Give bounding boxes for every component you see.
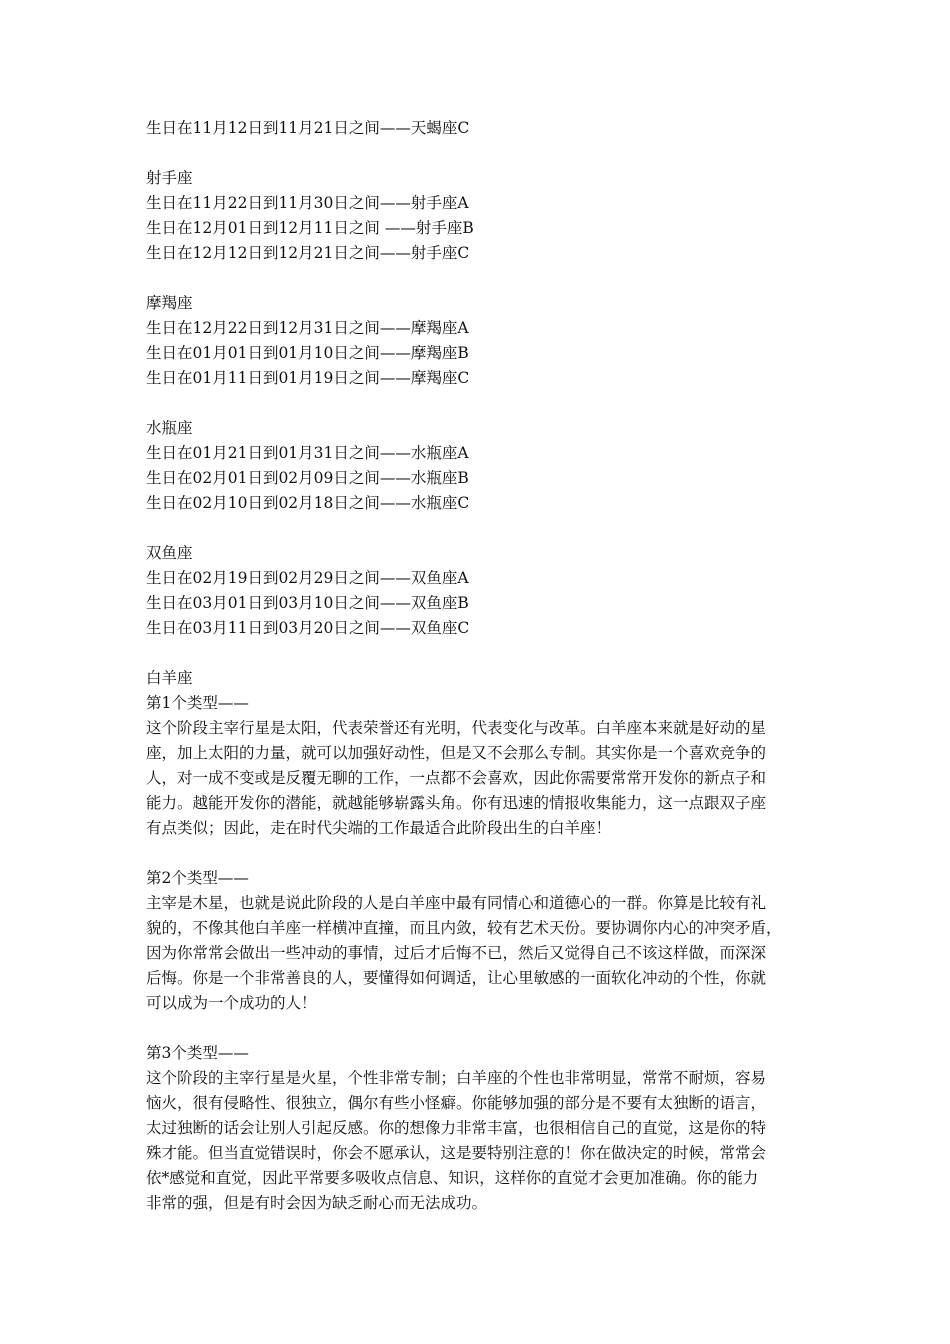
aquarius-a-line: 生日在01月21日到01月31日之间——水瓶座A [146, 444, 469, 462]
capricorn-heading: 摩羯座 [146, 294, 193, 312]
aquarius-heading: 水瓶座 [146, 419, 193, 437]
pisces-b-line: 生日在03月01日到03月10日之间——双鱼座B [146, 594, 469, 612]
document-body [146, 116, 818, 1216]
spacer [146, 266, 818, 291]
aries-type2-text-line: 主宰是木星，也就是说此阶段的人是白羊座中最有同情心和道德心的一群。你算是比较有礼 [146, 894, 767, 912]
aries-type1-text-line: 能力。越能开发你的潜能，就越能够崭露头角。你有迅速的情报收集能力，这一点跟双子座 [146, 794, 767, 812]
aries-type2-text-line: 后悔。你是一个非常善良的人，要懂得如何调适，让心里敏感的一面软化冲动的个性，你就 [146, 969, 767, 987]
spacer [146, 1016, 818, 1041]
pisces-c-line: 生日在03月11日到03月20日之间——双鱼座C [146, 619, 470, 637]
aries-type3-text-line: 太过独断的话会让别人引起反感。你的想像力非常丰富，也很相信自己的直觉，这是你的特 [146, 1119, 767, 1137]
sagittarius-a-line: 生日在11月22日到11月30日之间——射手座A [146, 194, 469, 212]
capricorn-b-line: 生日在01月01日到01月10日之间——摩羯座B [146, 344, 469, 362]
aries-type2-title: 第2个类型—— [146, 869, 249, 887]
aries-type1-text-line: 这个阶段主宰行星是太阳，代表荣誉还有光明，代表变化与改革。白羊座本来就是好动的星 [146, 719, 767, 737]
spacer [146, 391, 818, 416]
aries-type3-title: 第3个类型—— [146, 1044, 249, 1062]
aries-type2-text-line: 因为你常常会做出一些冲动的事情，过后才后悔不已，然后又觉得自己不该这样做，而深深 [146, 944, 767, 962]
spacer [146, 641, 818, 666]
aries-type3-text-line: 殊才能。但当直觉错误时，你会不愿承认，这是要特别注意的！你在做决定的时候，常常会 [146, 1144, 767, 1162]
aries-heading: 白羊座 [146, 669, 193, 687]
aquarius-c-line: 生日在02月10日到02月18日之间——水瓶座C [146, 494, 470, 512]
sagittarius-heading: 射手座 [146, 169, 193, 187]
aries-type1-text-line: 座，加上太阳的力量，就可以加强好动性，但是又不会那么专制。其实你是一个喜欢竞争的 [146, 744, 767, 762]
spacer [146, 841, 818, 866]
spacer [146, 516, 818, 541]
aries-type1-title: 第1个类型—— [146, 694, 249, 712]
aries-type1-text-line: 有点类似；因此，走在时代尖端的工作最适合此阶段出生的白羊座！ [146, 819, 612, 837]
aries-type1-text-line: 人，对一成不变或是反覆无聊的工作，一点都不会喜欢，因此你需要常常开发你的新点子和 [146, 769, 767, 787]
capricorn-a-line: 生日在12月22日到12月31日之间——摩羯座A [146, 319, 469, 337]
aries-type2-text-line: 貌的，不像其他白羊座一样横冲直撞，而且内敛，较有艺术天份。要协调你内心的冲突矛盾， [146, 919, 782, 937]
aries-type3-text-line: 依*感觉和直觉，因此平常要多吸收点信息、知识，这样你的直觉才会更加准确。你的能力 [146, 1169, 759, 1187]
sagittarius-c-line: 生日在12月12日到12月21日之间——射手座C [146, 244, 470, 262]
aries-type3-text-line: 非常的强，但是有时会因为缺乏耐心而无法成功。 [146, 1194, 488, 1212]
aries-type2-text-line: 可以成为一个成功的人！ [146, 994, 317, 1012]
pisces-heading: 双鱼座 [146, 544, 193, 562]
pisces-a-line: 生日在02月19日到02月29日之间——双鱼座A [146, 569, 469, 587]
sagittarius-b-line: 生日在12月01日到12月11日之间 ——射手座B [146, 219, 474, 237]
aries-type3-text-line: 恼火，很有侵略性、很独立，偶尔有些小怪癖。你能够加强的部分是不要有太独断的语言， [146, 1094, 767, 1112]
capricorn-c-line: 生日在01月11日到01月19日之间——摩羯座C [146, 369, 470, 387]
aquarius-b-line: 生日在02月01日到02月09日之间——水瓶座B [146, 469, 469, 487]
aries-type3-text-line: 这个阶段的主宰行星是火星，个性非常专制；白羊座的个性也非常明显，常常不耐烦，容易 [146, 1069, 767, 1087]
scorpio-c-line: 生日在11月12日到11月21日之间——天蝎座C [146, 119, 470, 137]
spacer [146, 141, 818, 166]
